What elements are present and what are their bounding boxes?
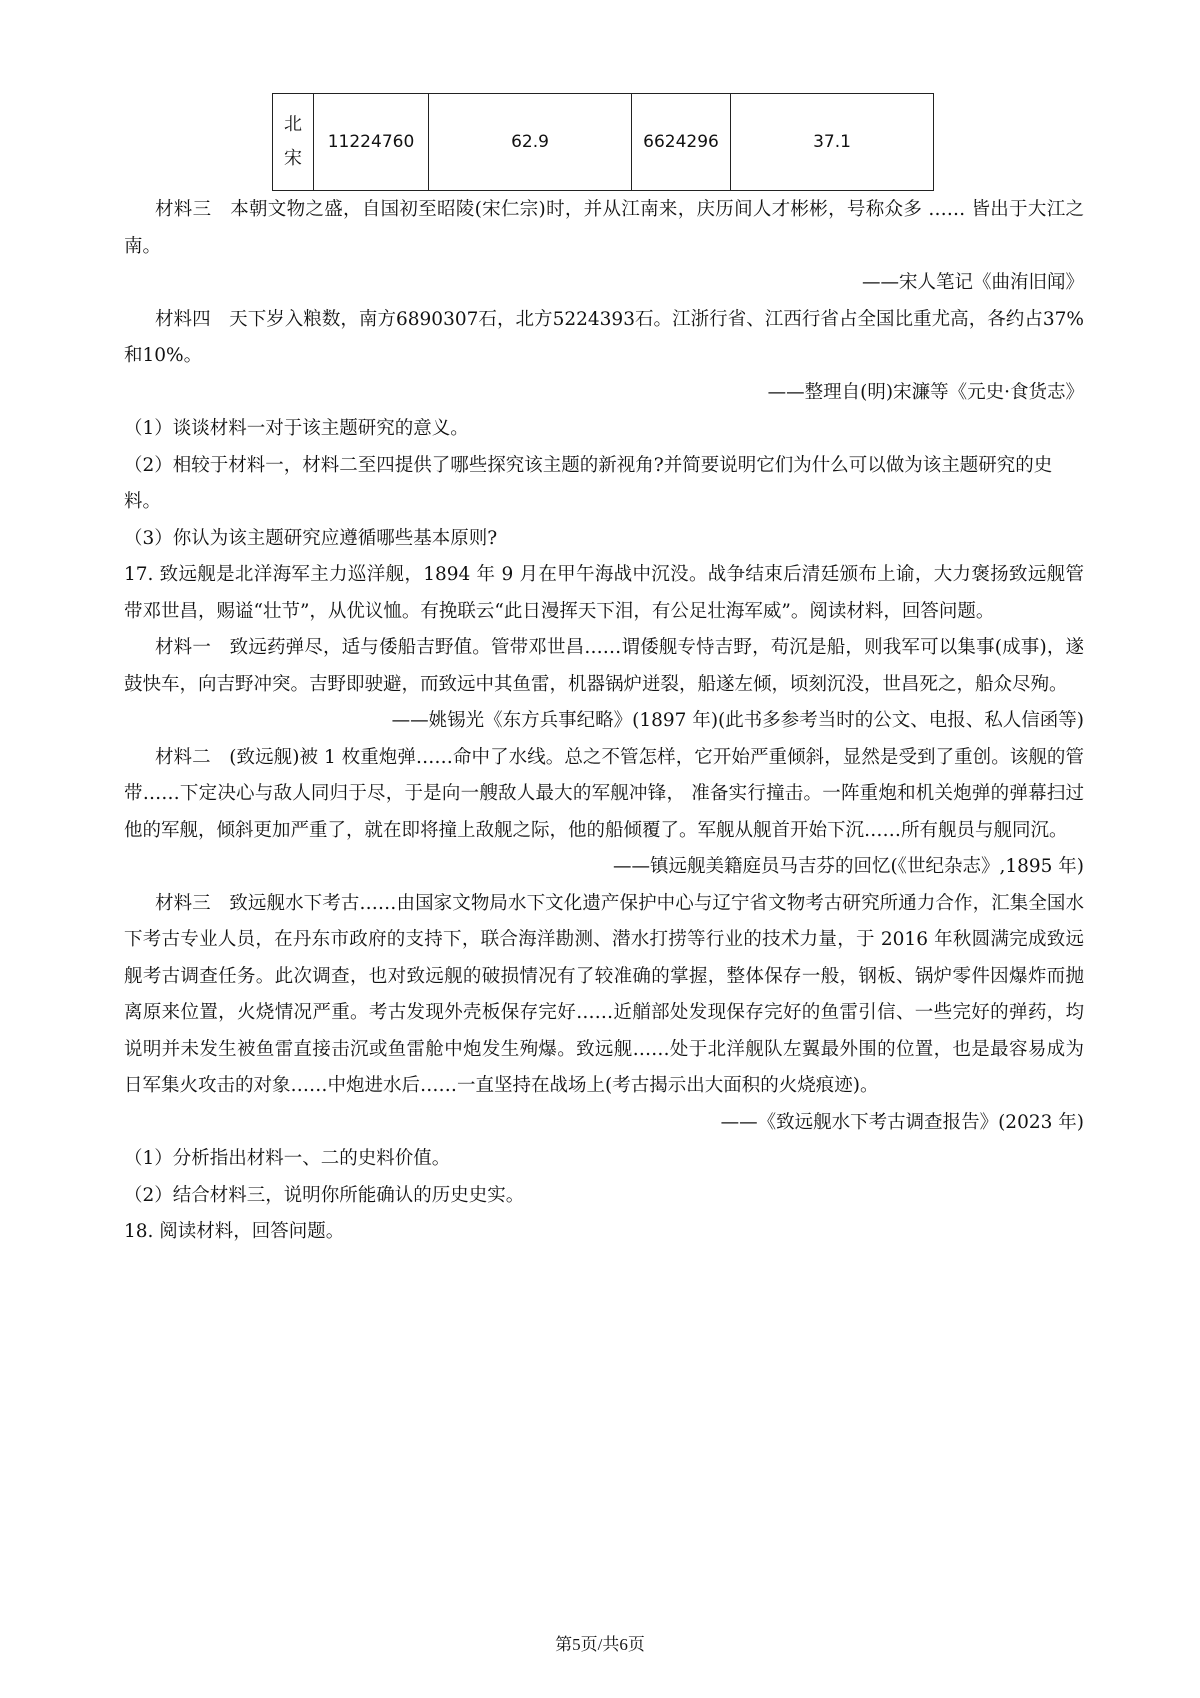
q17-material-2: 材料二 (致远舰)被 1 枚重炮弹……命中了水线。总之不管怎样，它开始严重倾斜，显然是受到了重创。该舰的管带……下定决心与敌人同归于尽，于是向一艘敌人最大的军舰冲锋， 准备实行撞击。一阵重炮和机关炮弹的弹幕扫过他的军舰，倾斜更加严重了，就在即将撞上敌舰之际，他的船倾覆了。军舰从舰首开始下沉……所有舰员与舰同沉。: [124, 746, 1084, 841]
q17-material-3: 材料三 致远舰水下考古……由国家文物局水下文化遗产保护中心与辽宁省文物考古研究所通力合作，汇集全国水下考古专业人员，在丹东市政府的支持下，联合海洋勘测、潜水打捞等行业的技术力量，于 2016 年秋圆满完成致远舰考古调查任务。此次调查，也对致远舰的破损情况有了较准确的掌握，整体保存一般，钢板、锅炉零件因爆炸而抛离原来位置，火烧情况严重。考古发现外壳板保存完好……近艏部处发现保存完好的鱼雷引信、一些完好的弹药，均说明并未发生被鱼雷直接击沉或鱼雷舱中炮发生殉爆。致远舰……处于北洋舰队左翼最外围的位置，也是最容易成为日军集火攻击的对象……中炮进水后……一直坚持在战场上(考古揭示出大面积的火烧痕迹)。: [124, 892, 1084, 1096]
table-cell: 11224760: [314, 94, 429, 191]
q16-sub-question-2: （2）相较于材料一，材料二至四提供了哪些探究该主题的新视角?并简要说明它们为什么可以做为该主题研究的史料。: [124, 454, 1053, 512]
q16-material-4: 材料四 天下岁入粮数，南方6890307石，北方5224393石。江浙行省、江西行省占全国比重尤高，各约占37%和10%。: [124, 308, 1084, 366]
main-content: [124, 192, 1084, 1251]
q16-material-4-source: ——整理自(明)宋濂等《元史·食货志》: [767, 381, 1084, 403]
q17-stem: 17. 致远舰是北洋海军主力巡洋舰，1894 年 9 月在甲午海战中沉没。战争结束后清廷颁布上谕，大力褒扬致远舰管带邓世昌，赐谥“壮节”，从优议恤。有挽联云“此日漫挥天下泪，有公足壮海军威”。阅读材料，回答问题。: [124, 564, 1084, 622]
q16-sub-question-1: （1）谈谈材料一对于该主题研究的意义。: [124, 418, 469, 439]
table-cell-dynasty: [273, 94, 314, 191]
table-row: [273, 94, 934, 191]
table-cell: 6624296: [632, 94, 731, 191]
q17-material-1-source: ——姚锡光《东方兵事纪略》(1897 年)(此书多参考当时的公文、电报、私人信函等): [391, 710, 1084, 731]
q18-stem: 18. 阅读材料，回答问题。: [124, 1221, 345, 1242]
q16-material-3: 材料三 本朝文物之盛，自国初至昭陵(宋仁宗)时，并从江南来，庆历间人才彬彬，号称众多 …… 皆出于大江之南。: [124, 199, 1084, 257]
dynasty-label: 北宋: [284, 114, 302, 169]
q16-sub-question-3: （3）你认为该主题研究应遵循哪些基本原则?: [124, 527, 498, 549]
table-cell: 62.9: [429, 94, 632, 191]
q17-material-2-source: ——镇远舰美籍庭员马吉芬的回忆(《世纪杂志》,1895 年): [612, 856, 1084, 877]
data-table: [272, 93, 934, 191]
q17-sub-question-1: （1）分析指出材料一、二的史料价值。: [124, 1148, 451, 1169]
q17-material-3-source: ——《致远舰水下考古调查报告》(2023 年): [720, 1111, 1084, 1133]
q17-material-1: 材料一 致远药弹尽，适与倭船吉野值。管带邓世昌……谓倭舰专恃吉野，苟沉是船，则我军可以集事(成事)，遂鼓快车，向吉野冲突。吉野即驶避，而致远中其鱼雷，机器锅炉迸裂，船遂左倾，顷刻沉没，世昌死之，船众尽殉。: [124, 637, 1084, 695]
q16-material-3-source: ——宋人笔记《曲洧旧闻》: [861, 272, 1084, 293]
q17-sub-question-2: （2）结合材料三，说明你所能确认的历史史实。: [124, 1184, 525, 1206]
table-cell: 37.1: [731, 94, 934, 191]
page-footer: 第5页/共6页: [555, 1635, 645, 1654]
